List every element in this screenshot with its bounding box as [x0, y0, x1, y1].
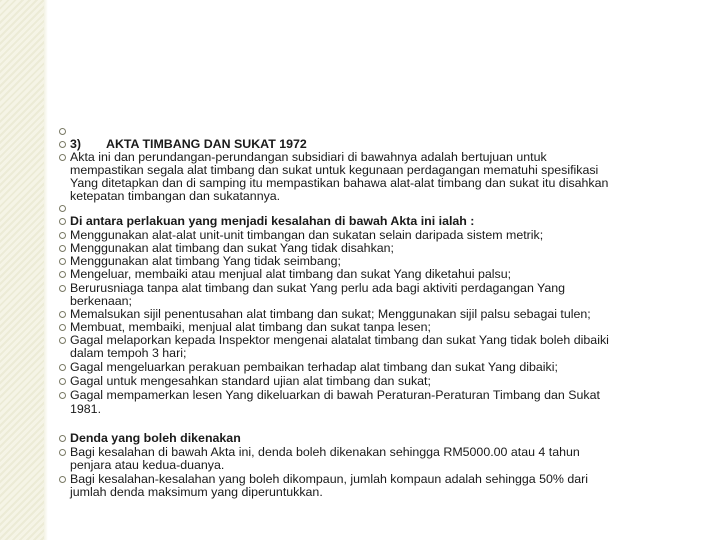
section-title: AKTA TIMBANG DAN SUKAT 1972: [106, 137, 307, 151]
bullet-icon: [59, 324, 66, 331]
offence-item: Memalsukan sijil penentusahan alat timbang dan sukat; Menggunakan sijil palsu sebagai tulen;: [70, 307, 591, 321]
offence-item: Gagal melaporkan kepada Inspektor mengenai alatalat timbang dan sukat Yang tidak boleh dibaiki: [70, 333, 609, 347]
bullet-icon: [59, 232, 66, 239]
bullet-icon: [59, 285, 66, 292]
offences-heading: Di antara perlakuan yang menjadi kesalahan di bawah Akta ini ialah :: [70, 214, 475, 228]
offence-item: Mengeluar, membaiki atau menjual alat timbang dan sukat Yang diketahui palsu;: [70, 267, 512, 281]
bullet-icon: [59, 141, 66, 148]
offence-item-continued: 1981.: [70, 402, 102, 416]
offence-item: Menggunakan alat timbang dan sukat Yang tidak disahkan;: [70, 241, 394, 255]
bullet-icon: [59, 476, 66, 483]
bullet-icon: [59, 245, 66, 252]
bullet-icon: [59, 435, 66, 442]
intro-line: mempastikan segala alat timbang dan sukat untuk kegunaan perdagangan mematuhi spesifikasi: [70, 163, 599, 177]
bullet-icon: [59, 392, 66, 399]
penalty-item-continued: penjara atau kedua-duanya.: [70, 458, 225, 472]
offence-item: Gagal mengeluarkan perakuan pembaikan terhadap alat timbang dan sukat Yang dibaiki;: [70, 360, 558, 374]
offence-item-continued: berkenaan;: [70, 294, 133, 308]
bullet-icon: [59, 364, 66, 371]
bullet-icon: [59, 311, 66, 318]
bullet-icon: [59, 378, 66, 385]
penalty-item: Bagi kesalahan-kesalahan yang boleh dikompaun, jumlah kompaun adalah sehingga 50% dari: [70, 472, 589, 486]
offence-item-continued: dalam tempoh 3 hari;: [70, 346, 187, 360]
bullet-icon: [59, 449, 66, 456]
offence-item: Gagal untuk mengesahkan standard ujian alat timbang dan sukat;: [70, 374, 431, 388]
offence-item: Berurusniaga tanpa alat timbang dan sukat Yang perlu ada bagi aktiviti perdagangan Yang: [70, 281, 566, 295]
intro-line: ketepatan timbangan dan sukatannya.: [70, 189, 281, 203]
intro-line: Yang ditetapkan dan di samping itu mempastikan bahawa alat-alat timbang dan sukat itu disahkan: [70, 176, 609, 190]
intro-line: Akta ini dan perundangan-perundangan subsidiari di bawahnya adalah bertujuan untuk: [70, 150, 547, 164]
offence-item: Gagal mempamerkan lesen Yang dikeluarkan di bawah Peraturan-Peraturan Timbang dan Sukat: [70, 388, 600, 402]
penalty-heading: Denda yang boleh dikenakan: [70, 431, 241, 445]
bullet-icon: [59, 128, 66, 135]
bullet-icon: [59, 271, 66, 278]
penalty-item: Bagi kesalahan di bawah Akta ini, denda boleh dikenakan sehingga RM5000.00 atau 4 tahun: [70, 445, 580, 459]
bullet-icon: [59, 258, 66, 265]
penalty-item-continued: jumlah denda maksimum yang diperuntukkan.: [70, 485, 323, 499]
offence-item: Membuat, membaiki, menjual alat timbang dan sukat tanpa lesen;: [70, 320, 431, 334]
bullet-icon: [59, 154, 66, 161]
bullet-icon: [59, 337, 66, 344]
section-number: 3): [70, 137, 82, 151]
bullet-icon: [59, 205, 66, 212]
offence-item: Menggunakan alat-alat unit-unit timbangan dan sukatan selain daripada sistem metrik;: [70, 228, 544, 242]
offence-item: Menggunakan alat timbang Yang tidak seimbang;: [70, 254, 341, 268]
bullet-icon: [59, 218, 66, 225]
